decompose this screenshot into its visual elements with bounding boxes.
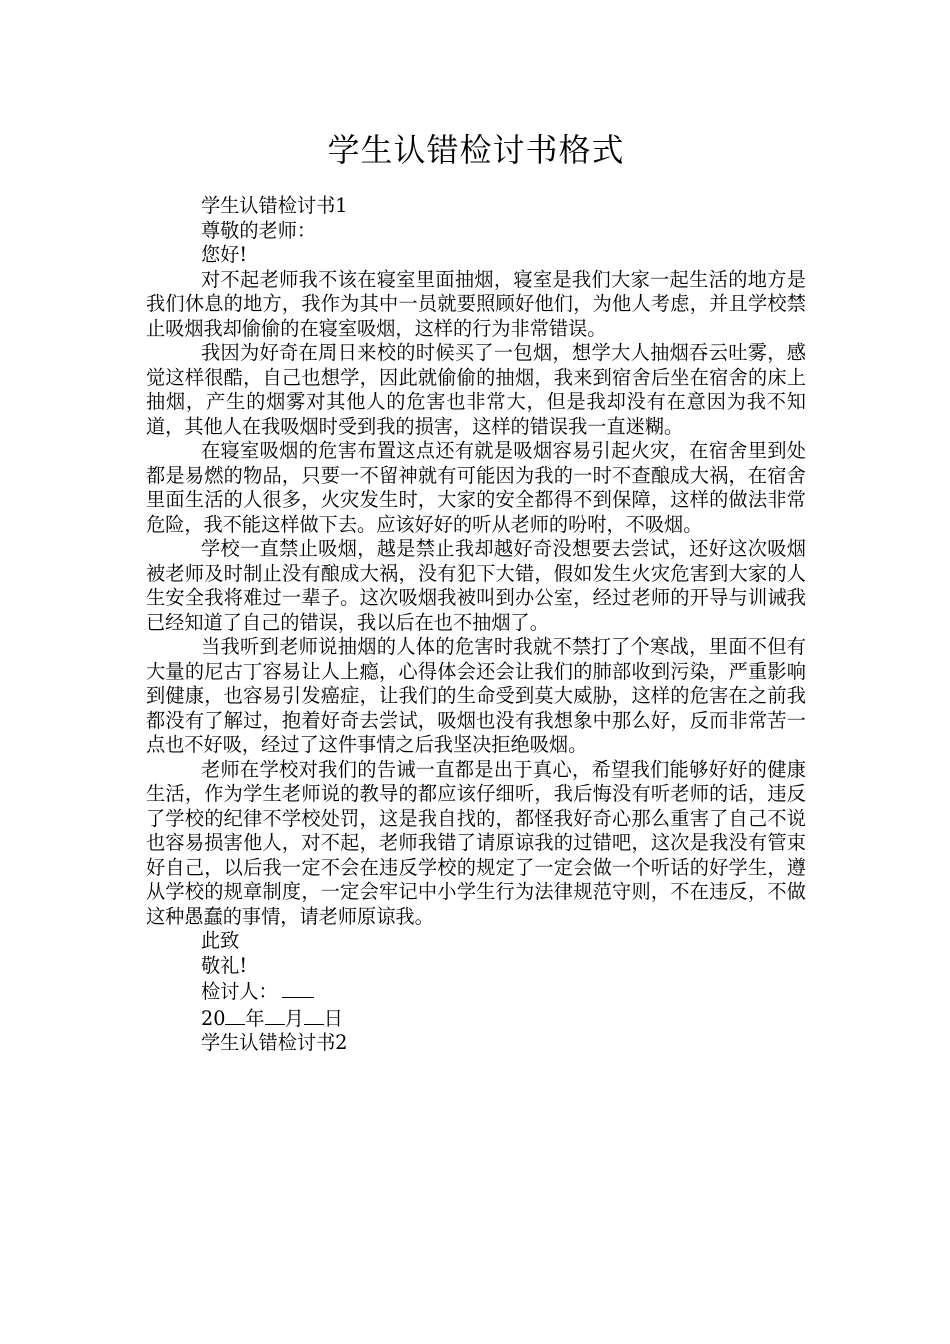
paragraph: 当我听到老师说抽烟的人体的危害时我就不禁打了个寒战，里面不但有大量的尼古丁容易让人上瘾，心得体会还会让我们的肺部收到污染，严重影响到健康，也容易引发癌症，让我们的生命受到莫大威胁，这样的危害在之前我都没有了解过，抱着好奇去尝试，吸烟也没有我想象中那么好，反而非常苦一点也不好吸，经过了这件事情之后我坚决拒绝吸烟。 [146, 635, 806, 756]
date-prefix: 20 [201, 1006, 226, 1030]
document-page [146, 128, 806, 1056]
document-body [146, 194, 806, 1056]
closing-salute: 敬礼! [201, 953, 248, 977]
closing-line: 此致 [201, 929, 240, 952]
year-blank [225, 1005, 245, 1025]
date-year-label: 年 [245, 1006, 265, 1030]
paragraph: 对不起老师我不该在寝室里面抽烟，寝室是我们大家一起生活的地方是我们休息的地方，我作为其中一员就要照顾好他们，为他人考虑，并且学校禁止吸烟我却偷偷的在寝室吸烟，这样的行为非常错误。 [146, 267, 806, 340]
date-month-label: 月 [284, 1006, 304, 1030]
date-day-label: 日 [323, 1006, 343, 1030]
paragraph: 我因为好奇在周日来校的时候买了一包烟，想学大人抽烟吞云吐雾，感觉这样很酷，自己也想学，因此就偷偷的抽烟，我来到宿舍后坐在宿舍的床上抽烟，产生的烟雾对其他人的危害也非常大，但是我却没有在意因为我不知道，其他人在我吸烟时受到我的损害，这样的错误我一直迷糊。 [146, 341, 806, 438]
letter-heading: 学生认错检讨书1 [201, 194, 348, 217]
month-blank [265, 1005, 285, 1025]
signature-label: 检讨人： [201, 980, 278, 1004]
paragraph: 在寝室吸烟的危害布置这点还有就是吸烟容易引起火灾，在宿舍里到处都是易燃的物品，只要一不留神就有可能因为我的一时不查酿成大祸，在宿舍里面生活的人很多，火灾发生时，大家的安全都得不到保障，这样的做法非常危险，我不能这样做下去。应该好好的听从老师的吩咐，不吸烟。 [146, 439, 806, 536]
paragraph: 学校一直禁止吸烟，越是禁止我却越好奇没想要去尝试，还好这次吸烟被老师及时制止没有酿成大祸，没有犯下大错，假如发生火灾危害到大家的人生安全我将难过一辈子。这次吸烟我被叫到办公室，经过老师的开导与训诫我已经知道了自己的错误，我以后在也不抽烟了。 [146, 537, 806, 634]
day-blank [304, 1005, 324, 1025]
document-title: 学生认错检讨书格式 [327, 131, 625, 169]
letter-heading: 学生认错检讨书2 [201, 1031, 348, 1055]
signature-blank [282, 978, 314, 998]
paragraph: 老师在学校对我们的告诫一直都是出于真心，希望我们能够好好的健康生活，作为学生老师说的教导的都应该仔细听，我后悔没有听老师的话，违反了学校的纪律不学校处罚，这是我自找的，都怪我好奇心那么重害了自己不说也容易损害他人，对不起，老师我错了请原谅我的过错吧，这次是我没有管束好自己，以后我一定不会在违反学校的规定了一定会做一个听话的好学生，遵从学校的规章制度，一定会牢记中小学生行为法律规范守则，不在违反，不做这种愚蠢的事情，请老师原谅我。 [146, 757, 806, 928]
date-line [146, 1005, 806, 1032]
signature-line [146, 978, 806, 1005]
greeting: 您好! [201, 243, 248, 266]
salutation: 尊敬的老师： [201, 218, 317, 242]
